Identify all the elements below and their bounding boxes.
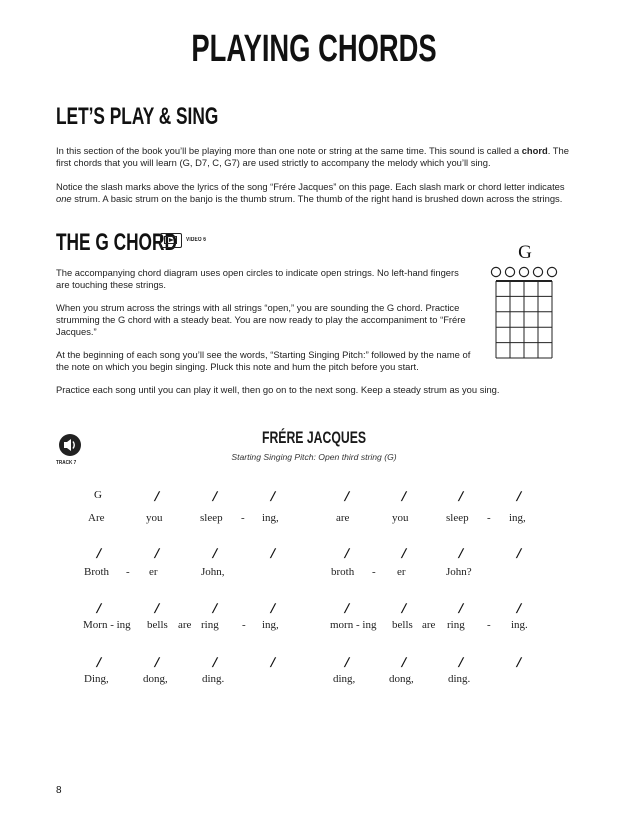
- lyric-word: bells: [392, 619, 413, 631]
- lyric-word: ding.: [448, 673, 471, 685]
- lyric-word: -: [241, 512, 245, 524]
- strum-slash: /: [400, 601, 408, 615]
- lyric-word: Morn - ing: [83, 619, 131, 631]
- chord-diagram-name: G: [518, 242, 532, 263]
- lyric-word: ing,: [262, 619, 279, 631]
- lyric-word: you: [392, 512, 409, 524]
- chord-symbol-g: G: [94, 489, 102, 501]
- open-string-circle: [519, 267, 528, 276]
- strum-slash: /: [95, 601, 103, 615]
- lyric-word: ring: [201, 619, 219, 631]
- strum-slash: /: [211, 655, 219, 669]
- page-title: PLAYING CHORDS: [191, 28, 437, 70]
- section-heading-lets-play-sing: LET’S PLAY & SING: [56, 103, 219, 130]
- intro-text-2: . The first chords that you will learn (G, D7, C, G7) are used strictly to accompany the melody which you’ll sing.: [56, 145, 569, 168]
- lyric-word: are: [178, 619, 192, 631]
- open-string-circle: [547, 267, 556, 276]
- strum-slash: /: [515, 655, 523, 669]
- strum-slash: /: [269, 546, 277, 560]
- lyric-word: -: [487, 619, 491, 631]
- strum-slash: /: [153, 489, 161, 503]
- lyric-word: Are: [88, 512, 105, 524]
- strum-slash: /: [269, 489, 277, 503]
- lyric-word: John?: [446, 566, 472, 578]
- open-string-circle: [491, 267, 500, 276]
- strum-slash: /: [515, 601, 523, 615]
- chord-open-strings: [491, 267, 556, 276]
- song-title: FRÉRE JACQUES: [261, 428, 367, 447]
- strum-slash: /: [343, 655, 351, 669]
- lyric-word: broth: [331, 566, 355, 578]
- intro-bold-chord: chord: [521, 145, 548, 156]
- intro-paragraph: [56, 145, 572, 169]
- lyric-word: ing,: [262, 512, 279, 524]
- lyric-word: Broth: [84, 566, 110, 578]
- slash-paragraph: [56, 181, 572, 205]
- lyric-word: sleep: [200, 512, 223, 524]
- strum-slash: /: [211, 546, 219, 560]
- lyric-word: ring: [447, 619, 465, 631]
- strum-slash: /: [515, 489, 523, 503]
- slash-text-1: Notice the slash marks above the lyrics of the song “Frére Jacques” on this page. Each slash mark or chord letter indicates: [56, 181, 565, 192]
- open-string-circle: [505, 267, 514, 276]
- video-icon[interactable]: [160, 233, 182, 248]
- strum-slash: /: [457, 489, 465, 503]
- g-chord-paragraph-2: When you strum across the strings with all strings “open,” you are sounding the G chord. Practice strumming the G chord with a steady beat. You are now ready to play the accompaniment to “Frére Jacques.”: [56, 302, 466, 337]
- lyric-word: ing.: [511, 619, 528, 631]
- strum-slash: /: [211, 489, 219, 503]
- strum-slash: /: [457, 601, 465, 615]
- strum-slash: /: [343, 546, 351, 560]
- strum-slash: /: [457, 655, 465, 669]
- intro-text-1: In this section of the book you’ll be playing more than one note or string at the same time. This sound is called a: [56, 145, 522, 156]
- lyric-word: -: [242, 619, 246, 631]
- strum-slash: /: [153, 546, 161, 560]
- lyric-word: er: [149, 566, 158, 578]
- strum-slash: /: [269, 655, 277, 669]
- lyric-word: ding,: [333, 673, 356, 685]
- strum-slash: /: [343, 601, 351, 615]
- strum-slash: /: [400, 489, 408, 503]
- strum-slash: /: [95, 546, 103, 560]
- slash-text-2: strum. A basic strum on the banjo is the thumb strum. The thumb of the right hand is brushed down across the strings.: [71, 193, 563, 204]
- lyric-word: bells: [147, 619, 168, 631]
- open-string-circle: [533, 267, 542, 276]
- lyric-word: are: [422, 619, 436, 631]
- strum-slash: /: [515, 546, 523, 560]
- section-heading-g-chord: THE G CHORD: [56, 229, 177, 256]
- lyric-word: ding.: [202, 673, 225, 685]
- lyric-word: -: [487, 512, 491, 524]
- lyric-word: morn - ing: [330, 619, 377, 631]
- strum-slash: /: [153, 601, 161, 615]
- lyric-word: you: [146, 512, 163, 524]
- page-number: 8: [56, 785, 62, 796]
- lyric-word: -: [372, 566, 376, 578]
- lyric-word: Ding,: [84, 673, 109, 685]
- lyric-word: are: [336, 512, 350, 524]
- lyric-word: dong,: [389, 673, 414, 685]
- strum-slash: /: [457, 546, 465, 560]
- lyric-word: John,: [201, 566, 225, 578]
- starting-pitch: Starting Singing Pitch: Open third string (G): [231, 452, 397, 462]
- lyric-word: er: [397, 566, 406, 578]
- video-label: VIDEO 6: [186, 237, 207, 243]
- strum-slash: /: [95, 655, 103, 669]
- strum-slash: /: [400, 546, 408, 560]
- strum-slash: /: [211, 601, 219, 615]
- strum-slash: /: [153, 655, 161, 669]
- strum-slash: /: [269, 601, 277, 615]
- lyric-word: -: [126, 566, 130, 578]
- chord-grid: [496, 281, 552, 358]
- strum-slash: /: [400, 655, 408, 669]
- g-chord-paragraph-4: Practice each song until you can play it well, then go on to the next song. Keep a steady strum as you sing.: [56, 384, 500, 395]
- g-chord-paragraph-3: At the beginning of each song you’ll see the words, “Starting Singing Pitch:” followed by the name of the note on which you begin singing. Pluck this note and hum the pitch before you start.: [56, 349, 471, 372]
- track-label: TRACK 7: [56, 460, 77, 466]
- lyric-word: ing,: [509, 512, 526, 524]
- slash-italic-one: one: [56, 193, 72, 204]
- lyric-word: dong,: [143, 673, 168, 685]
- strum-slash: /: [343, 489, 351, 503]
- lyric-word: sleep: [446, 512, 469, 524]
- g-chord-diagram: [486, 263, 562, 363]
- g-chord-paragraph-1: The accompanying chord diagram uses open circles to indicate open strings. No left-hand fingers are touching these strings.: [56, 267, 459, 290]
